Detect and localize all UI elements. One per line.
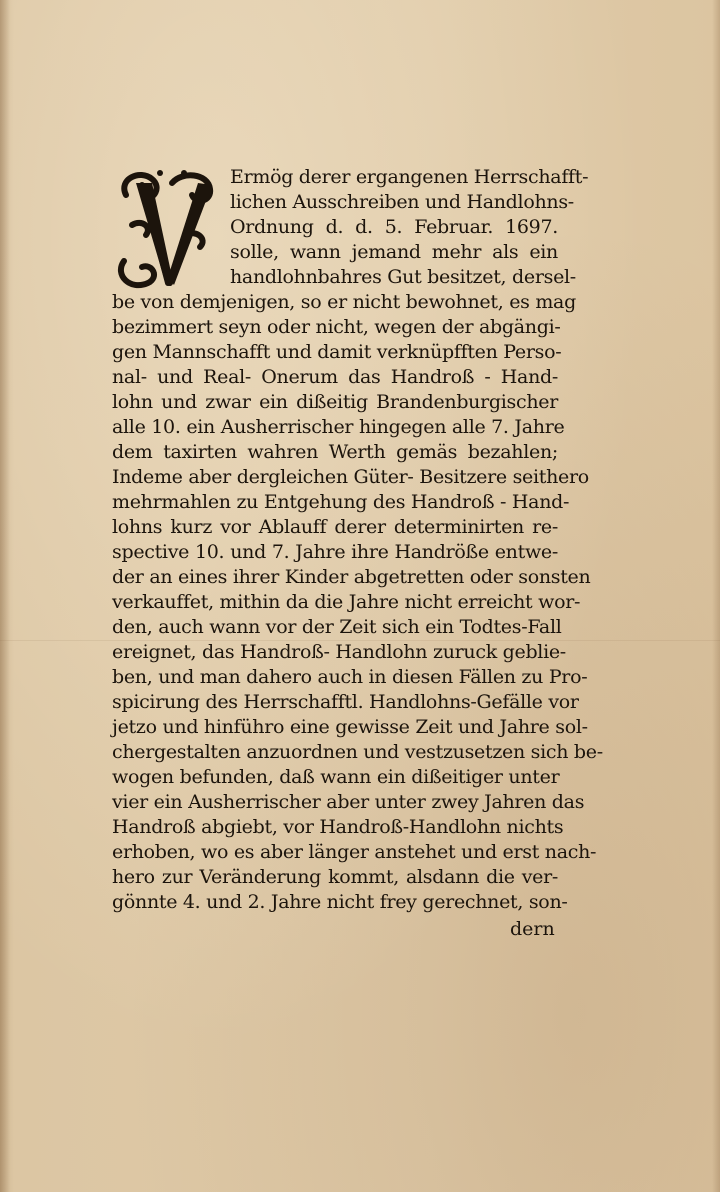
page-edge-right [712,0,720,1192]
text-line: spicirung des Herrschafftl. Handlohns-Gefälle vor [112,691,579,713]
text-line: verkauffet, mithin da die Jahre nicht erreicht wor- [112,591,581,613]
text-line: bezimmert seyn oder nicht, wegen der abgängi- [112,316,561,338]
text-line: wogen befunden, daß wann ein dißeitiger unter [112,766,560,788]
text-line: ben, und man dahero auch in diesen Fällen zu Pro- [112,666,588,688]
text-line: Ordnung d. d. 5. Februar. 1697. [230,216,558,238]
text-line: Indeme aber dergleichen Güter- Besitzere seithero [112,466,589,488]
text-line: mehrmahlen zu Entgehung des Handroß - Hand- [112,491,570,513]
text-line: spective 10. und 7. Jahre ihre Handröße entwe- [112,541,558,563]
text-line: der an eines ihrer Kinder abgetretten oder sonsten [112,566,591,588]
text-line: solle, wann jemand mehr als ein [230,241,558,263]
text-line: hero zur Veränderung kommt, alsdann die ver- [112,866,558,888]
text-line: gen Mannschafft und damit verknüpfften Perso- [112,341,562,363]
text-line: lichen Ausschreiben und Handlohns- [230,191,574,213]
page-edge-left [0,0,10,1192]
text-line: Handroß abgiebt, vor Handroß-Handlohn nichts [112,816,564,838]
text-line: handlohnbahres Gut besitzet, dersel- [230,266,576,288]
text-line: alle 10. ein Ausherrischer hingegen alle 7. Jahre [112,416,565,438]
text-line: jetzo und hinführo eine gewisse Zeit und Jahre sol- [112,716,588,738]
text-line: nal- und Real- Onerum das Handroß - Hand- [112,366,558,388]
catchword: dern [510,918,555,940]
text-line: vier ein Ausherrischer aber unter zwey Jahren das [112,791,585,813]
text-line: chergestalten anzuordnen und vestzusetzen sich be- [112,741,603,763]
text-line: lohn und zwar ein dißeitig Brandenburgischer [112,391,558,413]
text-line: be von demjenigen, so er nicht bewohnet, es mag [112,291,576,313]
decorated-initial-letter [112,165,224,293]
text-line: gönnte 4. und 2. Jahre nicht frey gerechnet, son- [112,891,568,913]
text-line: lohns kurz vor Ablauff derer determinirten re- [112,516,558,538]
text-line: erhoben, wo es aber länger anstehet und erst nach- [112,841,597,863]
text-line: Ermög derer ergangenen Herrschafft- [230,166,589,188]
text-line: den, auch wann vor der Zeit sich ein Todtes-Fall [112,616,562,638]
text-line: ereignet, das Handroß- Handlohn zuruck geblie- [112,641,566,663]
text-line: dem taxirten wahren Werth gemäs bezahlen; [112,441,558,463]
